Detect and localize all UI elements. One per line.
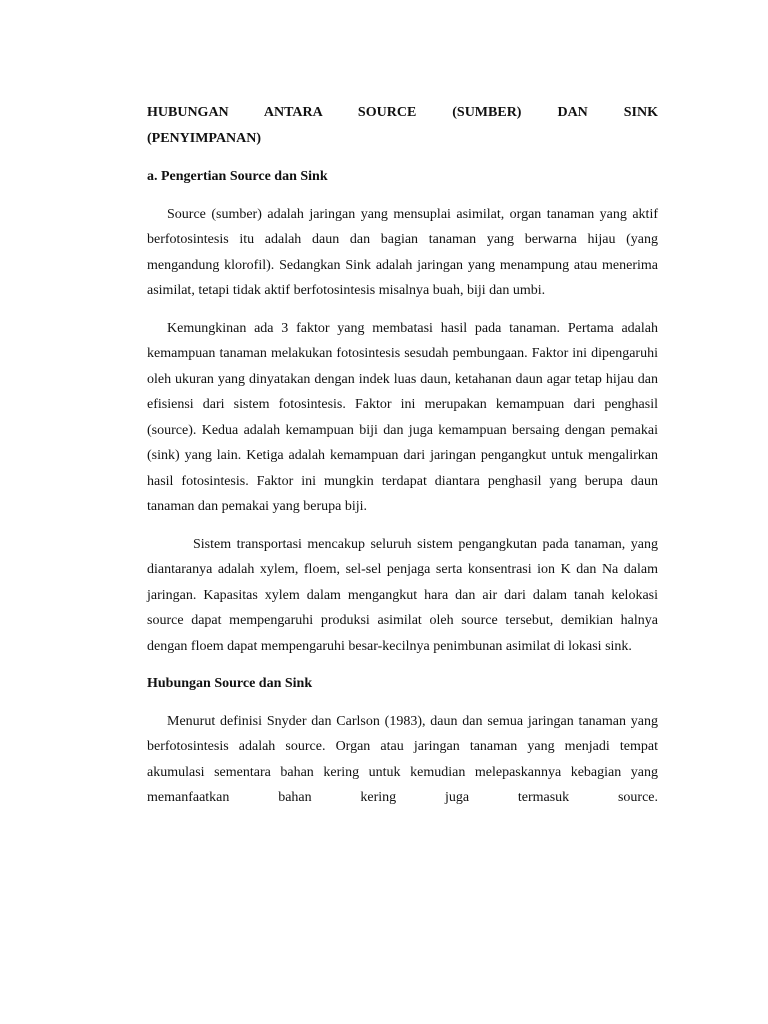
section-heading-hubungan: Hubungan Source dan Sink <box>147 676 313 691</box>
paragraph-snyder-carlson: Menurut definisi Snyder dan Carlson (1983), daun dan semua jaringan tanaman yang berfotosintesis adalah source. Organ atau jaringan tanaman yang menjadi tempat akumulasi sementara bahan kering untuk kemudian melepaskannya kebagian yang memanfaatkan bahan kering juga termasuk source. <box>147 713 658 805</box>
document-title-continuation: (PENYIMPANAN) <box>147 130 262 146</box>
section-heading-pengertian: a. Pengertian Source dan Sink <box>147 169 328 184</box>
paragraph-transport-system: Sistem transportasi mencakup seluruh sistem pengangkutan pada tanaman, yang diantaranya adalah xylem, floem, sel-sel penjaga serta konsentrasi ion K dan Na dalam jaringan. Kapasitas xylem dalam mengangkut hara dan air dari dalam tanah kelokasi source dapat mempengaruhi produksi asimilat oleh source tersebut, demikian halnya dengan floem dapat mempengaruhi besar-kecilnya penimbunan asimilat di lokasi sink. <box>147 536 658 654</box>
paragraph-limiting-factors: Kemungkinan ada 3 faktor yang membatasi hasil pada tanaman. Pertama adalah kemampuan tanaman melakukan fotosintesis sesudah pembungaan. Faktor ini dipengaruhi oleh ukuran yang dinyatakan dengan indek luas daun, ketahanan daun agar tetap hijau dan efisiensi dari sistem fotosintesis. Faktor ini merupakan kemampuan dari penghasil (source). Kedua adalah kemampuan biji dan juga kemampuan bersaing dengan pemakai (sink) yang lain. Ketiga adalah kemampuan dari jaringan pengangkut untuk mengalirkan hasil fotosintesis. Faktor ini mungkin terdapat diantara penghasil yang berupa daun tanaman dan pemakai yang berupa biji. <box>147 320 658 514</box>
paragraph-source-sink-definition: Source (sumber) adalah jaringan yang mensuplai asimilat, organ tanaman yang aktif berfotosintesis itu adalah daun dan bagian tanaman yang berwarna hijau (yang mengandung klorofil). Sedangkan Sink adalah jaringan yang menampung atau menerima asimilat, tetapi tidak aktif berfotosintesis misalnya buah, biji dan umbi. <box>147 206 658 298</box>
document-title: HUBUNGAN ANTARA SOURCE (SUMBER) DAN SINK <box>147 105 658 120</box>
document-page <box>147 100 658 823</box>
